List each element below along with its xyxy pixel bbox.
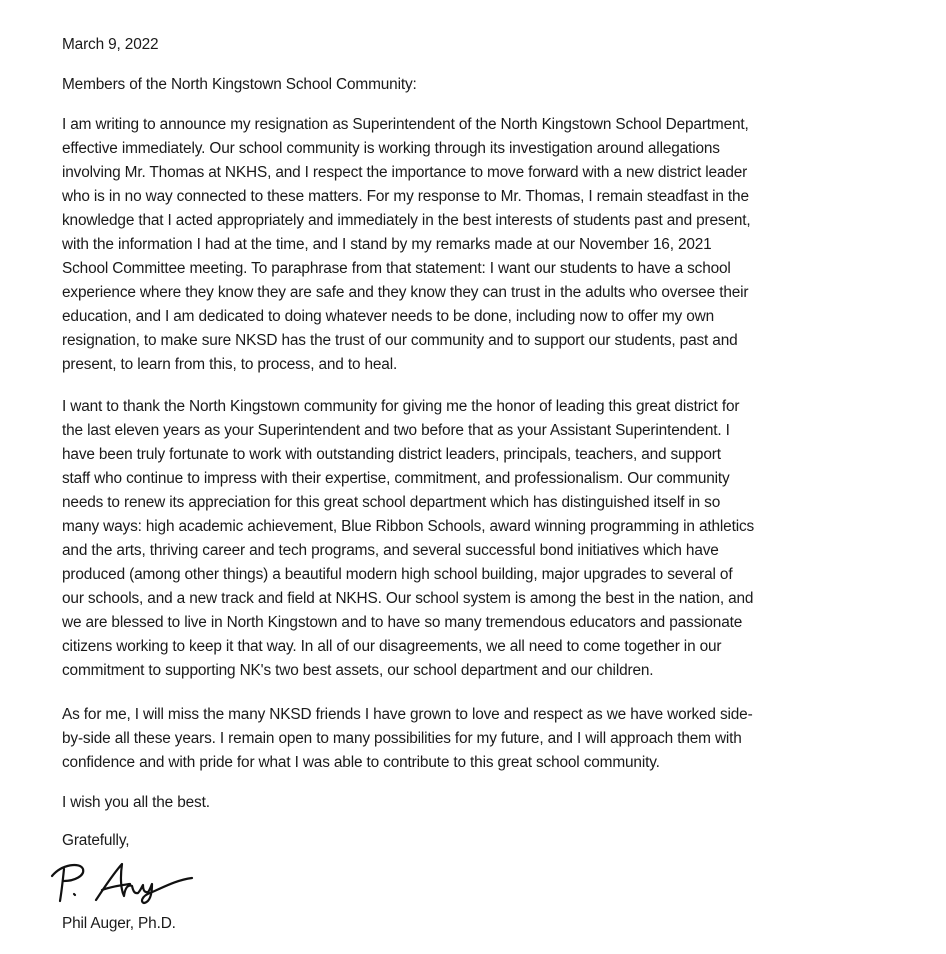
paragraph-line: education, and I am dedicated to doing whatever needs to be done, including now to offer my own [62, 308, 714, 325]
paragraph-line: and the arts, thriving career and tech programs, and several successful bond initiatives which have [62, 542, 719, 559]
paragraph-line: needs to renew its appreciation for this great school department which has distinguished itself in so [62, 494, 721, 511]
paragraph-line: School Committee meeting. To paraphrase from that statement: I want our students to have a school [62, 260, 731, 277]
paragraph-line: produced (among other things) a beautiful modern high school building, major upgrades to several of [62, 566, 733, 583]
letter-salutation: Members of the North Kingstown School Community: [62, 76, 417, 93]
paragraph-line: As for me, I will miss the many NKSD friends I have grown to love and respect as we have worked side- [62, 706, 753, 723]
letter-wishes: I wish you all the best. [62, 794, 210, 811]
paragraph-line: staff who continue to impress with their expertise, commitment, and professionalism. Our community [62, 470, 730, 487]
paragraph-line: confidence and with pride for what I was able to contribute to this great school community. [62, 754, 660, 771]
paragraph-line: involving Mr. Thomas at NKHS, and I respect the importance to move forward with a new district leader [62, 164, 748, 181]
paragraph-line: with the information I had at the time, and I stand by my remarks made at our November 16, 2021 [62, 236, 712, 253]
paragraph-line: our schools, and a new track and field at NKHS. Our school system is among the best in the nation, and [62, 590, 754, 607]
paragraph-line: who is in no way connected to these matters. For my response to Mr. Thomas, I remain steadfast in the [62, 188, 749, 205]
paragraph-line: citizens working to keep it that way. In all of our disagreements, we all need to come together in our [62, 638, 722, 655]
paragraph-line: I want to thank the North Kingstown community for giving me the honor of leading this great district for [62, 398, 740, 415]
paragraph-line: present, to learn from this, to process, and to heal. [62, 356, 398, 373]
handwritten-signature [50, 856, 200, 906]
paragraph-line: knowledge that I acted appropriately and immediately in the best interests of students past and present, [62, 212, 751, 229]
paragraph-line: by-side all these years. I remain open to many possibilities for my future, and I will approach them with [62, 730, 742, 747]
letter-date: March 9, 2022 [62, 36, 159, 53]
paragraph-line: I am writing to announce my resignation as Superintendent of the North Kingstown School Department, [62, 116, 749, 133]
paragraph-line: experience where they know they are safe and they know they can trust in the adults who oversee their [62, 284, 749, 301]
paragraph-line: effective immediately. Our school community is working through its investigation around allegations [62, 140, 720, 157]
signature-name: Phil Auger, Ph.D. [62, 915, 176, 932]
paragraph-line: the last eleven years as your Superintendent and two before that as your Assistant Superintendent. I [62, 422, 730, 439]
paragraph-line: commitment to supporting NK's two best assets, our school department and our children. [62, 662, 654, 679]
paragraph-line: we are blessed to live in North Kingstown and to have so many tremendous educators and passionate [62, 614, 743, 631]
paragraph-line: have been truly fortunate to work with outstanding district leaders, principals, teachers, and support [62, 446, 721, 463]
letter-closing: Gratefully, [62, 832, 130, 849]
paragraph-line: resignation, to make sure NKSD has the trust of our community and to support our students, past and [62, 332, 738, 349]
paragraph-line: many ways: high academic achievement, Blue Ribbon Schools, award winning programming in athletics [62, 518, 755, 535]
